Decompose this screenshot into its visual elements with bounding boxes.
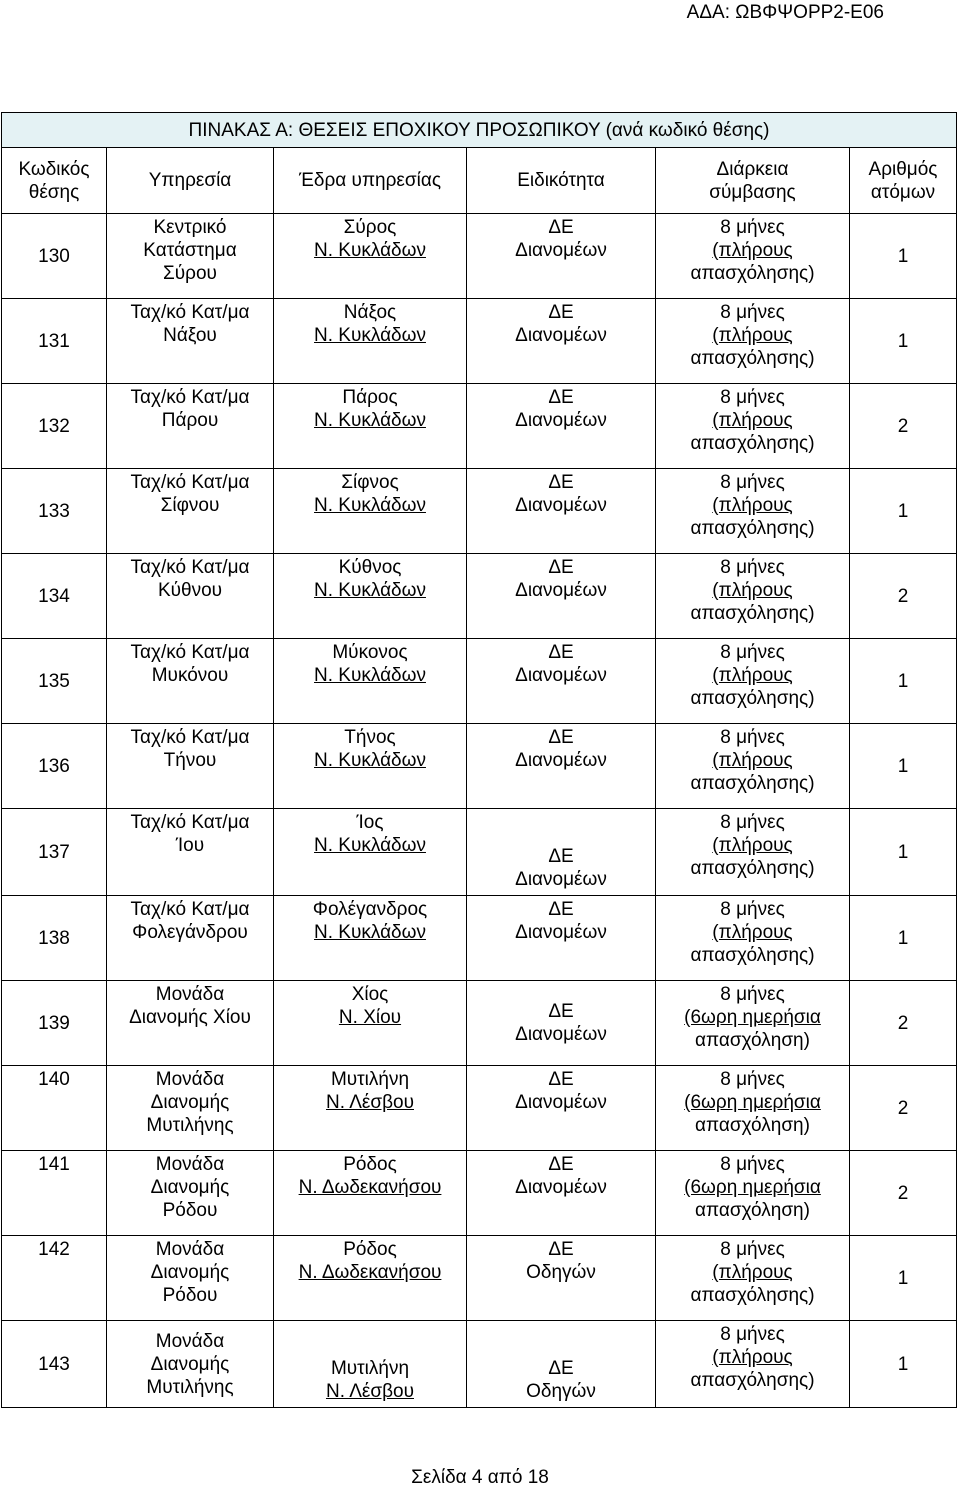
duration-cell	[656, 1321, 850, 1408]
seat-line: Ν. Χίου	[338, 1007, 402, 1028]
col-header-service: Υπηρεσία	[107, 148, 274, 214]
duration-cell	[656, 981, 850, 1066]
service-line: Ταχ/κό Κατ/μα	[130, 899, 250, 920]
duration-line: απασχόλησης)	[690, 603, 815, 624]
position-code: 139	[2, 981, 107, 1066]
seat-line: Ν. Κυκλάδων	[314, 240, 426, 261]
table-row	[2, 554, 957, 639]
seat-cell	[274, 981, 467, 1066]
service-line: Ταχ/κό Κατ/μα	[130, 302, 250, 323]
table-row	[2, 724, 957, 809]
specialty-cell	[467, 1151, 656, 1236]
specialty-line: Διανομέων	[515, 325, 607, 346]
specialty-cell	[467, 214, 656, 299]
duration-line: απασχόλησης)	[690, 1285, 815, 1306]
duration-line: απασχόλησης)	[690, 348, 815, 369]
position-code: 138	[2, 896, 107, 981]
seat-line: Ίος	[356, 812, 384, 833]
col-header-code	[2, 148, 107, 214]
service-line: Μονάδα	[155, 984, 225, 1005]
count-cell: 1	[850, 214, 957, 299]
service-cell	[107, 1066, 274, 1151]
specialty-line: ΔΕ	[548, 302, 574, 323]
service-line: Πάρου	[161, 410, 219, 431]
positions-table	[1, 112, 957, 1408]
seat-line: Ρόδος	[343, 1239, 397, 1260]
specialty-line: ΔΕ	[548, 642, 574, 663]
service-line: Νάξου	[163, 325, 217, 346]
service-line: Κατάστημα	[143, 240, 237, 261]
seat-line: Ν. Κυκλάδων	[314, 750, 426, 771]
service-line: Μυκόνου	[151, 665, 229, 686]
service-cell	[107, 981, 274, 1066]
duration-line: 8 μήνες	[720, 387, 785, 408]
specialty-cell	[467, 1321, 656, 1408]
seat-line: Τήνος	[344, 727, 396, 748]
count-cell: 2	[850, 1151, 957, 1236]
seat-cell	[274, 639, 467, 724]
table-row	[2, 896, 957, 981]
duration-line: απασχόλησης)	[690, 263, 815, 284]
specialty-cell	[467, 469, 656, 554]
table-row	[2, 809, 957, 896]
duration-cell	[656, 214, 850, 299]
service-line: Διανομής	[150, 1092, 230, 1113]
service-line: Σίφνου	[160, 495, 220, 516]
service-line: Ρόδου	[162, 1200, 218, 1221]
specialty-line: ΔΕ	[548, 557, 574, 578]
duration-line: απασχόλησης)	[690, 1370, 815, 1391]
col-header-specialty: Ειδικότητα	[467, 148, 656, 214]
service-line: Διανομής Χίου	[129, 1007, 251, 1028]
table-row	[2, 1151, 957, 1236]
seat-cell	[274, 554, 467, 639]
specialty-line: ΔΕ	[548, 472, 574, 493]
seat-line: Φολέγανδρος	[312, 899, 428, 920]
seat-line: Ρόδος	[343, 1154, 397, 1175]
table-header-row	[2, 148, 957, 214]
position-code: 140	[2, 1066, 107, 1151]
table-row	[2, 1066, 957, 1151]
specialty-line: ΔΕ	[548, 1154, 574, 1175]
specialty-line: ΔΕ	[548, 1001, 574, 1022]
duration-line: (πλήρους	[712, 1347, 793, 1368]
seat-line: Ν. Λέσβου	[325, 1092, 414, 1113]
specialty-cell	[467, 299, 656, 384]
col-header-count-line1: Αριθμός	[868, 158, 938, 180]
col-header-duration-line1: Διάρκεια	[716, 158, 789, 180]
service-line: Ταχ/κό Κατ/μα	[130, 557, 250, 578]
duration-line: 8 μήνες	[720, 727, 785, 748]
duration-line: απασχόλησης)	[690, 518, 815, 539]
duration-line: (πλήρους	[712, 325, 793, 346]
seat-cell	[274, 1066, 467, 1151]
seat-cell	[274, 809, 467, 896]
duration-line: 8 μήνες	[720, 812, 785, 833]
seat-line: Ν. Κυκλάδων	[314, 922, 426, 943]
service-cell	[107, 214, 274, 299]
duration-line: 8 μήνες	[720, 1154, 785, 1175]
table-row	[2, 1236, 957, 1321]
col-header-count	[850, 148, 957, 214]
service-cell	[107, 724, 274, 809]
duration-cell	[656, 809, 850, 896]
seat-line: Μυτιλήνη	[330, 1069, 410, 1090]
col-header-code-line1: Κωδικός	[18, 158, 90, 180]
seat-cell	[274, 724, 467, 809]
count-cell: 2	[850, 1066, 957, 1151]
seat-line: Χίος	[351, 984, 389, 1005]
table-title: ΠΙΝΑΚΑΣ Α: ΘΕΣΕΙΣ ΕΠΟΧΙΚΟΥ ΠΡΟΣΩΠΙΚΟΥ (ανά κωδικό θέσης)	[2, 113, 957, 148]
col-header-seat: Έδρα υπηρεσίας	[274, 148, 467, 214]
specialty-line: Διανομέων	[515, 495, 607, 516]
count-cell: 1	[850, 299, 957, 384]
specialty-line: ΔΕ	[548, 846, 574, 867]
seat-line: Ν. Κυκλάδων	[314, 325, 426, 346]
specialty-line: Διανομέων	[515, 869, 607, 890]
seat-line: Σύρος	[343, 217, 397, 238]
duration-line: απασχόληση)	[695, 1200, 810, 1221]
seat-line: Ν. Λέσβου	[325, 1381, 414, 1402]
service-cell	[107, 384, 274, 469]
specialty-line: ΔΕ	[548, 727, 574, 748]
seat-line: Ν. Κυκλάδων	[314, 580, 426, 601]
service-line: Μονάδα	[155, 1330, 225, 1352]
specialty-cell	[467, 809, 656, 896]
service-line: Ταχ/κό Κατ/μα	[130, 812, 250, 833]
specialty-cell	[467, 554, 656, 639]
service-cell	[107, 1151, 274, 1236]
service-line: Διανομής	[150, 1177, 230, 1198]
duration-line: (πλήρους	[712, 922, 793, 943]
count-cell: 1	[850, 469, 957, 554]
table-row	[2, 1321, 957, 1408]
seat-line: Μύκονος	[332, 642, 408, 663]
specialty-line: Διανομέων	[515, 580, 607, 601]
duration-line: (πλήρους	[712, 580, 793, 601]
seat-cell	[274, 896, 467, 981]
service-line: Φολεγάνδρου	[132, 922, 248, 943]
table-row	[2, 469, 957, 554]
duration-line: 8 μήνες	[720, 984, 785, 1005]
seat-line: Σίφνος	[341, 472, 399, 493]
table-row	[2, 639, 957, 724]
count-cell: 1	[850, 1236, 957, 1321]
specialty-line: Διανομέων	[515, 1024, 607, 1045]
page-footer: Σελίδα 4 από 18	[411, 1467, 549, 1488]
specialty-cell	[467, 639, 656, 724]
seat-line: Ν. Κυκλάδων	[314, 835, 426, 856]
position-code: 130	[2, 214, 107, 299]
specialty-line: ΔΕ	[548, 387, 574, 408]
specialty-line: ΔΕ	[548, 1239, 574, 1260]
service-line: Ταχ/κό Κατ/μα	[130, 642, 250, 663]
service-line: Μυτιλήνης	[146, 1376, 234, 1398]
specialty-cell	[467, 1066, 656, 1151]
table-row	[2, 981, 957, 1066]
position-code: 131	[2, 299, 107, 384]
seat-line: Νάξος	[343, 302, 397, 323]
duration-line: (6ωρη ημερήσια	[684, 1007, 821, 1028]
duration-line: 8 μήνες	[720, 557, 785, 578]
duration-line: απασχόλησης)	[690, 945, 815, 966]
count-cell: 1	[850, 896, 957, 981]
duration-cell	[656, 1236, 850, 1321]
col-header-count-line2: ατόμων	[870, 181, 936, 203]
seat-line: Ν. Κυκλάδων	[314, 410, 426, 431]
seat-line: Πάρος	[342, 387, 398, 408]
service-line: Μονάδα	[155, 1154, 225, 1175]
position-code: 132	[2, 384, 107, 469]
duration-line: 8 μήνες	[720, 217, 785, 238]
duration-line: 8 μήνες	[720, 472, 785, 493]
specialty-line: Διανομέων	[515, 410, 607, 431]
specialty-line: Διανομέων	[515, 750, 607, 771]
col-header-duration-line2: σύμβασης	[709, 181, 796, 203]
duration-cell	[656, 469, 850, 554]
duration-line: 8 μήνες	[720, 642, 785, 663]
duration-line: 8 μήνες	[720, 302, 785, 323]
duration-cell	[656, 896, 850, 981]
seat-line: Μυτιλήνη	[330, 1358, 410, 1379]
specialty-line: ΔΕ	[548, 1358, 574, 1379]
position-code: 134	[2, 554, 107, 639]
duration-line: (6ωρη ημερήσια	[684, 1177, 821, 1198]
count-cell: 2	[850, 384, 957, 469]
service-line: Ταχ/κό Κατ/μα	[130, 727, 250, 748]
duration-cell	[656, 724, 850, 809]
position-code: 135	[2, 639, 107, 724]
ada-code: ΑΔΑ: ΩΒΦΨΟΡΡ2-Ε06	[686, 2, 884, 23]
service-line: Ίου	[175, 835, 205, 856]
seat-cell	[274, 214, 467, 299]
service-line: Ρόδου	[162, 1285, 218, 1306]
specialty-cell	[467, 1236, 656, 1321]
duration-cell	[656, 1151, 850, 1236]
service-cell	[107, 469, 274, 554]
seat-line: Ν. Δωδεκανήσου	[298, 1262, 442, 1283]
count-cell: 2	[850, 554, 957, 639]
seat-cell	[274, 469, 467, 554]
duration-line: 8 μήνες	[720, 1239, 785, 1260]
duration-cell	[656, 639, 850, 724]
count-cell: 1	[850, 724, 957, 809]
service-line: Ταχ/κό Κατ/μα	[130, 472, 250, 493]
duration-line: απασχόληση)	[695, 1115, 810, 1136]
table-row	[2, 214, 957, 299]
specialty-line: Οδηγών	[526, 1381, 596, 1402]
seat-cell	[274, 1151, 467, 1236]
seat-line: Ν. Δωδεκανήσου	[298, 1177, 442, 1198]
count-cell: 1	[850, 639, 957, 724]
specialty-line: Διανομέων	[515, 240, 607, 261]
service-cell	[107, 896, 274, 981]
duration-line: απασχόλησης)	[690, 858, 815, 879]
duration-line: (πλήρους	[712, 665, 793, 686]
service-cell	[107, 639, 274, 724]
col-header-code-line2: θέσης	[28, 181, 80, 203]
service-line: Διανομής	[150, 1353, 230, 1375]
service-line: Κύθνου	[157, 580, 223, 601]
seat-line: Ν. Κυκλάδων	[314, 495, 426, 516]
table-row	[2, 384, 957, 469]
duration-cell	[656, 299, 850, 384]
seat-cell	[274, 1236, 467, 1321]
duration-line: (πλήρους	[712, 1262, 793, 1283]
service-line: Ταχ/κό Κατ/μα	[130, 387, 250, 408]
table-row	[2, 299, 957, 384]
service-cell	[107, 809, 274, 896]
duration-line: (πλήρους	[712, 750, 793, 771]
count-cell: 2	[850, 981, 957, 1066]
service-line: Διανομής	[150, 1262, 230, 1283]
position-code: 137	[2, 809, 107, 896]
service-line: Μονάδα	[155, 1239, 225, 1260]
duration-line: (πλήρους	[712, 495, 793, 516]
specialty-cell	[467, 384, 656, 469]
specialty-line: ΔΕ	[548, 217, 574, 238]
seat-cell	[274, 299, 467, 384]
specialty-line: Διανομέων	[515, 665, 607, 686]
duration-cell	[656, 384, 850, 469]
specialty-line: Διανομέων	[515, 922, 607, 943]
position-code: 142	[2, 1236, 107, 1321]
seat-line: Κύθνος	[338, 557, 402, 578]
specialty-line: ΔΕ	[548, 899, 574, 920]
specialty-cell	[467, 724, 656, 809]
duration-cell	[656, 554, 850, 639]
specialty-line: Διανομέων	[515, 1177, 607, 1198]
seat-line: Ν. Κυκλάδων	[314, 665, 426, 686]
duration-line: απασχόλησης)	[690, 433, 815, 454]
duration-line: απασχόληση)	[695, 1030, 810, 1051]
position-code: 143	[2, 1321, 107, 1408]
position-code: 136	[2, 724, 107, 809]
duration-line: απασχόλησης)	[690, 773, 815, 794]
count-cell: 1	[850, 809, 957, 896]
specialty-line: ΔΕ	[548, 1069, 574, 1090]
duration-cell	[656, 1066, 850, 1151]
specialty-line: Οδηγών	[526, 1262, 596, 1283]
duration-line: (πλήρους	[712, 240, 793, 261]
seat-cell	[274, 384, 467, 469]
seat-cell	[274, 1321, 467, 1408]
position-code: 133	[2, 469, 107, 554]
service-line: Κεντρικό	[153, 217, 227, 238]
duration-line: (6ωρη ημερήσια	[684, 1092, 821, 1113]
service-line: Τήνου	[163, 750, 217, 771]
position-code: 141	[2, 1151, 107, 1236]
service-cell	[107, 554, 274, 639]
duration-line: 8 μήνες	[720, 1069, 785, 1090]
service-cell	[107, 1321, 274, 1408]
duration-line: (πλήρους	[712, 410, 793, 431]
service-cell	[107, 1236, 274, 1321]
service-line: Μυτιλήνης	[146, 1115, 234, 1136]
count-cell: 1	[850, 1321, 957, 1408]
specialty-line: Διανομέων	[515, 1092, 607, 1113]
specialty-cell	[467, 981, 656, 1066]
duration-line: (πλήρους	[712, 835, 793, 856]
service-line: Σύρου	[163, 263, 217, 284]
col-header-duration	[656, 148, 850, 214]
duration-line: απασχόλησης)	[690, 688, 815, 709]
duration-line: 8 μήνες	[720, 1324, 785, 1345]
service-line: Μονάδα	[155, 1069, 225, 1090]
service-cell	[107, 299, 274, 384]
duration-line: 8 μήνες	[720, 899, 785, 920]
specialty-cell	[467, 896, 656, 981]
